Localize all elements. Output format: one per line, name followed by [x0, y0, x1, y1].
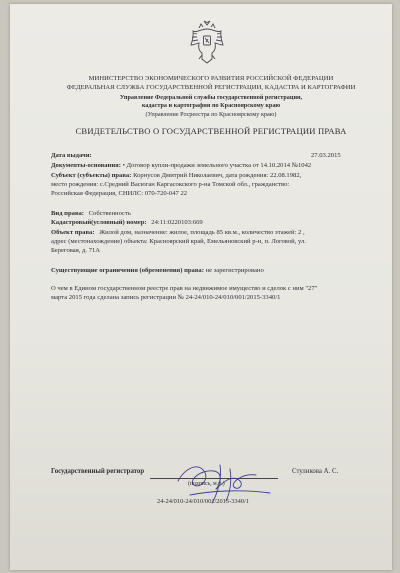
- subject-line-3: Российская Федерация, СНИЛС: 070-720-047 22: [51, 190, 188, 197]
- cadastral-label: Кадастровый(условный) номер:: [51, 219, 147, 226]
- basis-value: • Договор купли-продажи земельного участка от 14.10.2014 №1042: [122, 162, 312, 169]
- object-label: Объект права:: [51, 229, 95, 236]
- basis-row: [51, 162, 311, 170]
- registry-line-1: О чем в Едином государственном реестре прав на недвижимое имущество и сделок с ним "27": [51, 285, 318, 292]
- right-label: Вид права:: [51, 210, 84, 217]
- document-title: СВИДЕТЕЛЬСТВО О ГОСУДАРСТВЕННОЙ РЕГИСТРАЦИИ ПРАВА: [75, 126, 347, 136]
- issue-date-label: Дата выдачи:: [51, 152, 92, 159]
- ministry-heading: [40, 75, 382, 92]
- ministry-line-2: ФЕДЕРАЛЬНАЯ СЛУЖБА ГОСУДАРСТВЕННОЙ РЕГИСТРАЦИИ, КАДАСТРА И КАРТОГРАФИИ: [66, 83, 356, 91]
- office-line-2: кадастра и картографии по Красноярскому краю: [141, 102, 281, 110]
- registration-number-footer: 24-24/010-24/010/001/2015-3340/1: [157, 498, 249, 505]
- subject-row: [51, 172, 301, 180]
- object-line-1: Жилой дом, назначение: жилое, площадь 85 кв.м., количество этажей: 2 ,: [99, 229, 305, 236]
- issue-date-value: 27.03.2015: [311, 152, 341, 159]
- basis-label: Документы-основания:: [51, 162, 121, 169]
- office-line-1: Управление Федеральной службы государственной регистрации,: [119, 94, 303, 101]
- object-row: [51, 229, 305, 237]
- encumbrance-label: Существующие ограничения (обременения) права:: [51, 267, 204, 274]
- regional-office: [60, 94, 362, 119]
- right-row: [51, 210, 131, 218]
- right-value: Собственность: [88, 210, 131, 217]
- office-line-3: (Управление Росреестра по Красноярскому краю): [145, 110, 277, 118]
- cadastral-row: [51, 219, 203, 227]
- cadastral-value: 24:11:0220103:669: [151, 219, 203, 226]
- subject-label: Субъект (субъекты) права:: [51, 172, 132, 179]
- russian-coat-of-arms-icon: [189, 19, 225, 65]
- object-line-2: адрес (местонахождение) объекта: Красноярский край, Емельяновский р-н, п. Логовой, ул.: [51, 238, 306, 245]
- registrar-name: Стуликова А. С.: [292, 468, 339, 475]
- signature-caption: (подпись, м.п.): [188, 481, 225, 487]
- registrar-label: Государственный регистратор: [51, 468, 145, 475]
- certificate-sheet: [10, 4, 392, 570]
- subject-line-1: Корнусов Дмитрий Николаевич, дата рождения: 22.08.1982,: [133, 172, 302, 179]
- object-line-3: Береговая, д. 71А: [51, 247, 101, 254]
- registry-line-2: марта 2015 года сделана запись регистрации № 24-24/010-24/010/001/2015-3340/1: [51, 294, 281, 301]
- ministry-line-1: МИНИСТЕРСТВО ЭКОНОМИЧЕСКОГО РАЗВИТИЯ РОССИЙСКОЙ ФЕДЕРАЦИИ: [88, 75, 334, 82]
- encumbrance-value: не зарегистрировано: [205, 267, 264, 274]
- encumbrance-row: [51, 267, 264, 275]
- subject-line-2: место рождения: с.Средний Васюган Каргасокского р-на Томской обл., гражданство:: [51, 181, 290, 188]
